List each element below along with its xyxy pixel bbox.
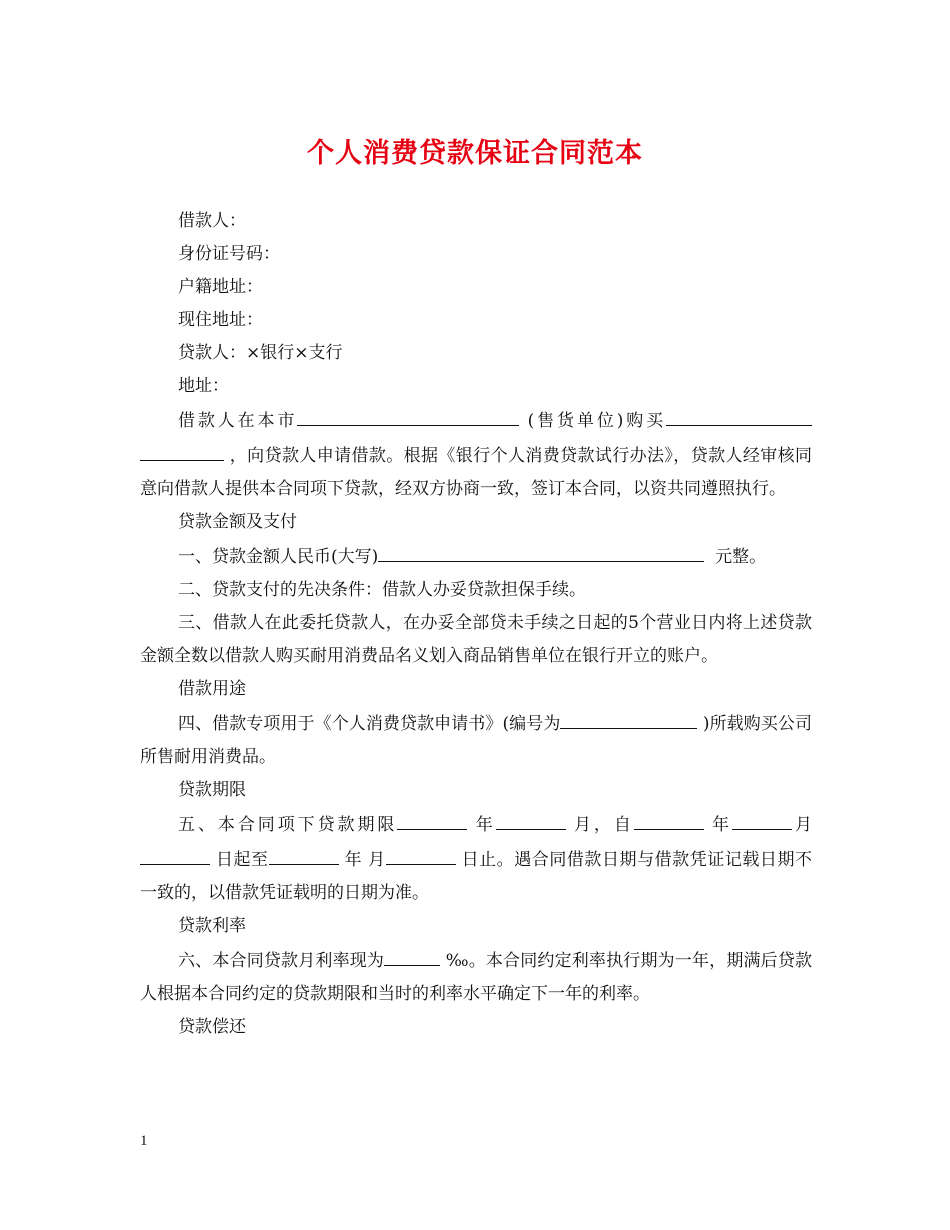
blank-goods-cont xyxy=(140,438,224,461)
heading-purpose: 借款用途 xyxy=(178,679,246,699)
clause-1-text-b: 元整。 xyxy=(715,547,767,567)
blank-application-number xyxy=(560,706,697,729)
clause-5-text-f: 日起至 xyxy=(215,850,269,870)
blank-term-months xyxy=(496,807,566,830)
clause-4-text-b: )所载购买公司所售耐用消费品。 xyxy=(140,714,812,767)
page-number: 1 xyxy=(140,1133,148,1149)
blank-goods xyxy=(666,403,812,426)
clause-5-text-b: 年 xyxy=(475,815,496,835)
blank-end-year xyxy=(269,842,339,865)
clause-4 xyxy=(140,706,812,774)
document-body xyxy=(140,205,812,1044)
blank-city xyxy=(297,403,519,426)
clause-5-text-a: 五、本合同项下贷款期限 xyxy=(178,815,398,835)
field-borrower: 借款人： xyxy=(178,211,246,231)
field-address: 地址： xyxy=(178,376,229,396)
clause-4-text-a: 四、借款专项用于《个人消费贷款申请书》(编号为 xyxy=(178,714,561,734)
clause-1 xyxy=(140,539,812,574)
intro-paragraph xyxy=(140,403,812,506)
field-lender: 贷款人：×银行×支行 xyxy=(178,343,343,363)
blank-monthly-rate xyxy=(384,943,440,966)
blank-term-years xyxy=(397,807,467,830)
heading-term: 贷款期限 xyxy=(178,780,246,800)
clause-5 xyxy=(140,807,812,910)
clause-5-text-h: 日止。遇合同借款日期与借款凭证记载日期不一致的，以借款凭证载明的日期为准。 xyxy=(140,850,813,903)
clause-1-text-a: 一、贷款金额人民币(大写) xyxy=(178,547,379,567)
field-registered-address: 户籍地址： xyxy=(178,277,263,297)
blank-start-year xyxy=(634,807,704,830)
heading-repayment: 贷款偿还 xyxy=(178,1017,246,1037)
clause-5-text-e: 月 xyxy=(792,815,813,835)
clause-2: 二、贷款支付的先决条件：借款人办妥贷款担保手续。 xyxy=(178,580,586,600)
clause-5-text-d: 年 xyxy=(712,815,733,835)
heading-amount: 贷款金额及支付 xyxy=(178,512,297,532)
document-title: 个人消费贷款保证合同范本 xyxy=(307,138,643,169)
clause-6-text-a: 六、本合同贷款月利率现为 xyxy=(178,951,385,971)
blank-amount xyxy=(378,539,704,562)
intro-text-c: ，向贷款人申请借款。根据《银行个人消费贷款试行办法》，贷款人经审核同意向借款人提供本合同项下贷款，经双方协商一致，签订本合同，以资共同遵照执行。 xyxy=(140,446,813,499)
field-id-number: 身份证号码： xyxy=(178,244,280,264)
clause-6-text-b: ‰。本合同约定利率执行期为一年，期满后贷款人根据本合同约定的贷款期限和当时的利率水平确定下一年的利率。 xyxy=(140,951,813,1004)
clause-5-text-g: 年 月 xyxy=(344,850,386,870)
blank-end-day xyxy=(386,842,456,865)
blank-start-month xyxy=(732,807,792,830)
intro-text-b: (售货单位)购买 xyxy=(527,411,667,431)
clause-5-text-c: 月，自 xyxy=(573,815,634,835)
blank-start-day xyxy=(140,842,210,865)
field-current-address: 现住地址： xyxy=(178,310,263,330)
intro-text-a: 借款人在本市 xyxy=(178,411,298,431)
clause-3: 三、借款人在此委托贷款人，在办妥全部贷未手续之日起的5个营业日内将上述贷款金额全数以借款人购买耐用消费品名义划入商品销售单位在银行开立的账户。 xyxy=(140,613,812,666)
heading-rate: 贷款利率 xyxy=(178,916,246,936)
clause-6 xyxy=(140,943,812,1011)
